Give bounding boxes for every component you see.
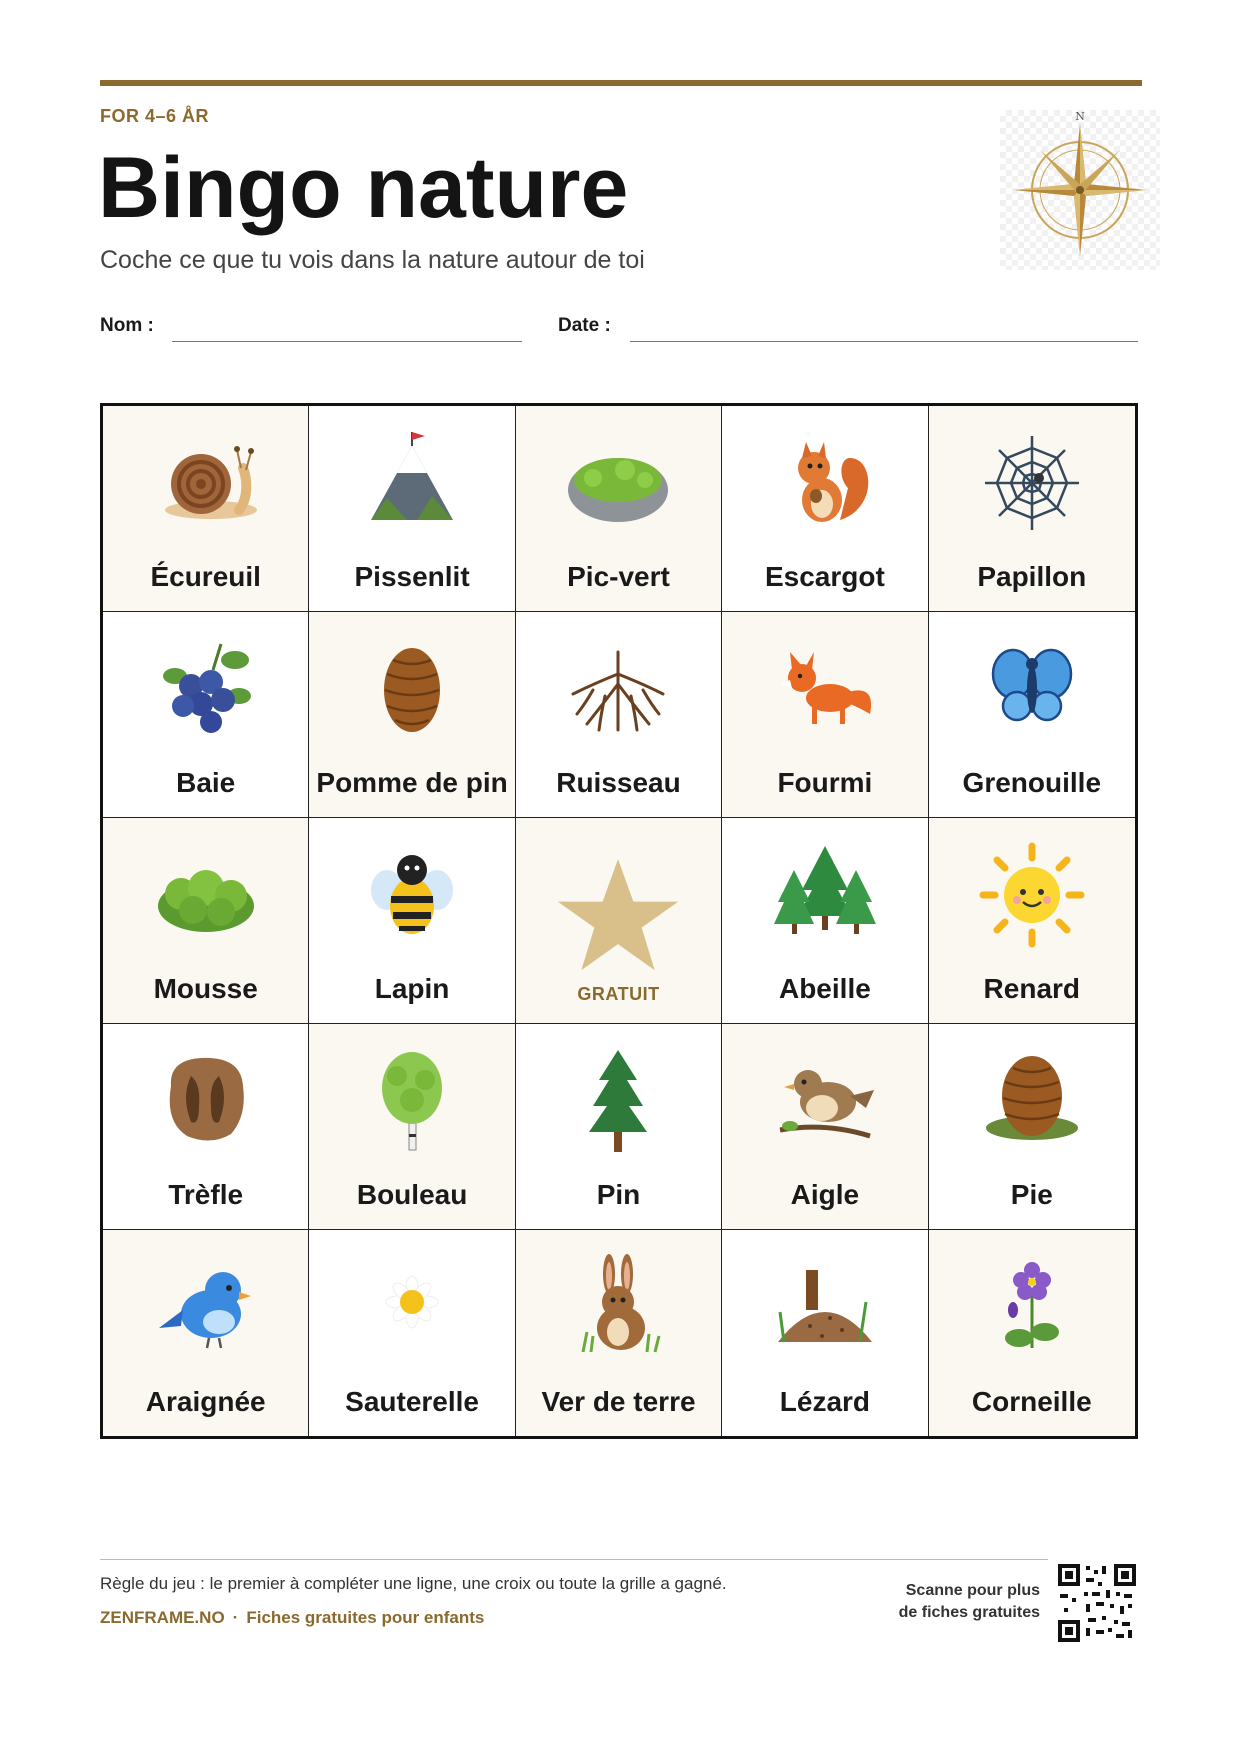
free-cell[interactable] xyxy=(516,818,722,1024)
name-field[interactable] xyxy=(172,341,522,342)
bluebird-icon xyxy=(151,1252,261,1362)
cell-label: Pissenlit xyxy=(354,561,470,592)
bingo-cell[interactable] xyxy=(516,1024,722,1230)
bingo-cell[interactable] xyxy=(722,818,928,1024)
date-label: Date : xyxy=(558,315,611,336)
game-rule: Règle du jeu : le premier à compléter une ligne, une croix ou toute la grille a gagné. xyxy=(100,1574,727,1593)
page-subtitle: Coche ce que tu vois dans la nature autour de toi xyxy=(100,246,645,274)
bingo-cell[interactable] xyxy=(309,1230,515,1436)
bingo-cell[interactable] xyxy=(309,1024,515,1230)
scan-note xyxy=(899,1580,1040,1624)
bingo-cell[interactable] xyxy=(516,406,722,612)
birch-tree-icon xyxy=(357,1046,467,1156)
rabbit-icon xyxy=(563,1252,673,1362)
footer-divider xyxy=(100,1559,1048,1560)
mossy-rock-icon xyxy=(563,428,673,538)
bingo-cell[interactable] xyxy=(929,406,1135,612)
fox-icon xyxy=(770,634,880,744)
moss-icon xyxy=(151,840,261,950)
cell-label: Pomme de pin xyxy=(316,767,508,798)
bingo-cell[interactable] xyxy=(929,1024,1135,1230)
bingo-cell[interactable] xyxy=(929,612,1135,818)
cell-label: Mousse xyxy=(153,973,258,1004)
butterfly-icon xyxy=(977,634,1087,744)
cell-label: Ver de terre xyxy=(541,1386,696,1417)
bingo-cell[interactable] xyxy=(722,612,928,818)
name-label: Nom : xyxy=(100,315,154,336)
brand-separator: · xyxy=(232,1608,239,1627)
cell-label: Lapin xyxy=(374,973,450,1004)
bingo-cell[interactable] xyxy=(516,612,722,818)
sun-icon xyxy=(977,840,1087,950)
cell-label: Aigle xyxy=(790,1179,860,1210)
cell-label: Papillon xyxy=(977,561,1087,592)
bingo-cell[interactable] xyxy=(309,612,515,818)
anthill-icon xyxy=(770,1252,880,1362)
cell-label: Lézard xyxy=(779,1386,871,1417)
spider-web-icon xyxy=(977,428,1087,538)
pine-cone-nest-icon xyxy=(977,1046,1087,1156)
scan-line-1: Scanne pour plus xyxy=(905,1582,1040,1599)
bingo-cell[interactable] xyxy=(929,1230,1135,1436)
bingo-cell[interactable] xyxy=(103,612,309,818)
cell-label: Araignée xyxy=(145,1386,266,1417)
brand-line xyxy=(100,1608,484,1628)
blueberries-icon xyxy=(151,634,261,744)
snail-icon xyxy=(151,428,261,538)
bird-on-branch-icon xyxy=(770,1046,880,1156)
bingo-grid xyxy=(100,403,1138,1439)
roots-icon xyxy=(563,634,673,744)
star-icon xyxy=(553,852,683,982)
brand-link[interactable]: ZENFRAME.NO xyxy=(100,1608,225,1627)
cell-label: Ruisseau xyxy=(556,767,681,798)
bingo-cell[interactable] xyxy=(103,406,309,612)
age-label: FOR 4–6 ÅR xyxy=(100,106,210,126)
cell-label: Escargot xyxy=(764,561,885,592)
daisy-icon xyxy=(357,1252,467,1362)
trees-icon xyxy=(770,840,880,950)
footprint-icon xyxy=(151,1046,261,1156)
cell-label: Sauterelle xyxy=(345,1386,480,1417)
bingo-cell[interactable] xyxy=(103,1230,309,1436)
bingo-cell[interactable] xyxy=(103,1024,309,1230)
violet-flower-icon xyxy=(977,1252,1087,1362)
pine-tree-icon xyxy=(563,1046,673,1156)
page-title: Bingo nature xyxy=(98,140,629,236)
date-field[interactable] xyxy=(630,341,1138,342)
compass-icon xyxy=(1000,110,1160,270)
cell-label: Abeille xyxy=(778,973,871,1004)
qr-code-icon[interactable] xyxy=(1058,1564,1136,1642)
cell-label: Pie xyxy=(1010,1179,1053,1210)
bingo-cell[interactable] xyxy=(722,406,928,612)
cell-label: Pic-vert xyxy=(567,561,670,592)
cell-label: Renard xyxy=(983,973,1081,1004)
top-rule xyxy=(100,80,1142,86)
bingo-cell[interactable] xyxy=(722,1230,928,1436)
brand-tagline: Fiches gratuites pour enfants xyxy=(246,1608,485,1627)
bingo-cell[interactable] xyxy=(929,818,1135,1024)
cell-label: Grenouille xyxy=(962,767,1102,798)
free-label: GRATUIT xyxy=(577,984,660,1004)
cell-label: Trèfle xyxy=(168,1179,244,1210)
bee-icon xyxy=(357,840,467,950)
bingo-cell[interactable] xyxy=(309,818,515,1024)
cell-label: Corneille xyxy=(971,1386,1092,1417)
mountain-icon xyxy=(357,428,467,538)
bingo-cell[interactable] xyxy=(516,1230,722,1436)
scan-line-2: de fiches gratuites xyxy=(898,1604,1040,1621)
cell-label: Fourmi xyxy=(777,767,873,798)
bingo-cell[interactable] xyxy=(309,406,515,612)
cell-label: Baie xyxy=(176,767,236,798)
cell-label: Pin xyxy=(596,1179,641,1210)
cell-label: Bouleau xyxy=(356,1179,468,1210)
squirrel-icon xyxy=(770,428,880,538)
bingo-cell[interactable] xyxy=(722,1024,928,1230)
bingo-cell[interactable] xyxy=(103,818,309,1024)
pine-cone-icon xyxy=(357,634,467,744)
compass-north-label: N xyxy=(1075,110,1085,123)
cell-label: Écureuil xyxy=(150,561,261,592)
